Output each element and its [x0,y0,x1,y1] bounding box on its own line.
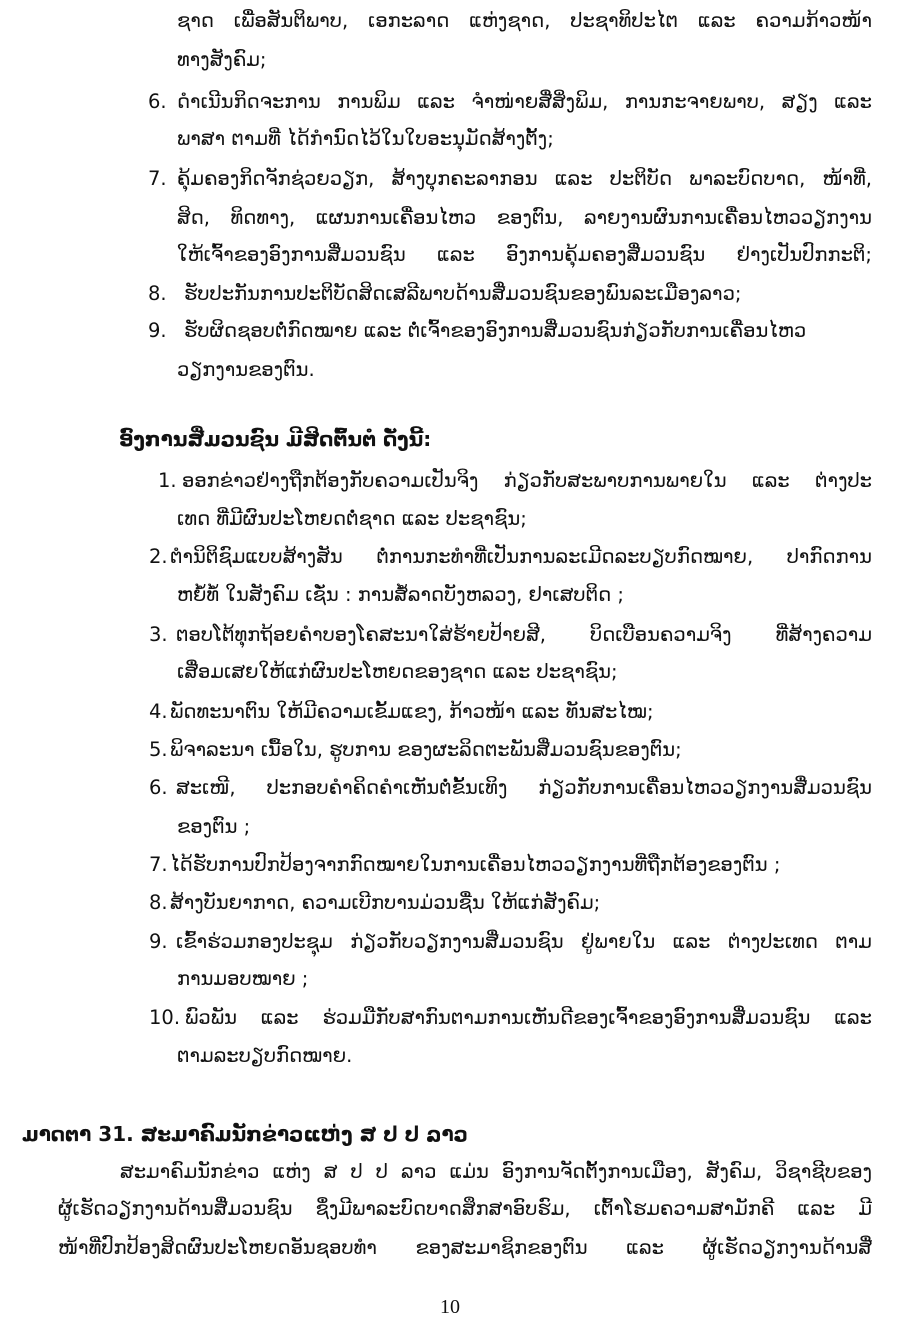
list-item-line: ເສື່ອມເສຍໃຫ້ແກ່ຜົນປະໂຫຍດຂອງຊາດ ແລະ ປະຊາຊົນ; [177,660,618,683]
paragraph-line: ສະມາຄົມນັກຂ່າວ ແຫ່ງ ສ ປ ປ ລາວ ແມ່ນ ອົງການຈັດຕັ້ງການເມືອງ, ສັງຄົມ, ວິຊາຊີບຂອງ [120,1160,872,1183]
section-heading: ອົງການສື່ມວນຊົນ ມີສິດຕົ້ນຕໍ ດັ່ງນີ້: [119,427,432,451]
list-item-number: 3. [149,623,168,646]
list-item-number: 6. [148,90,167,113]
list-item-number: 7. [148,167,167,190]
list-item-line: ເຂົ້າຮ່ວມກອງປະຊຸມ ກ່ຽວກັບວຽກງານສື່ມວນຊົນ ຢູ່ພາຍໃນ ແລະ ຕ່າງປະເທດ ຕາມ [176,930,872,953]
list-item-number: 8. [148,282,167,305]
list-item-number: 6. [149,776,168,799]
list-item-line: ພາສາ ຕາມທີ່ ໄດ້ກຳນົດໄວ້ໃນໃບອະນຸມັດສ້າງຕັ້ງ; [177,127,554,150]
list-item-line: ທາງສັງຄົມ; [177,48,267,71]
list-item-line: ຫຍໍ້ທໍ້ ໃນສັງຄົມ ເຊັ່ນ : ການສໍ້ລາດບັງຫລວງ, ຢາເສບຕິດ ; [177,583,624,606]
paragraph-line: ໜ້າທີ່ປົກປ້ອງສິດຜົນປະໂຫຍດອັນຊອບທຳ ຂອງສະມາຊິກຂອງຕົນ ແລະ ຜູ້ເຮັດວຽກງານດ້ານສື່ [58,1236,872,1259]
list-item-line: ໄດ້ຮັບການປົກປ້ອງຈາກກົດໝາຍໃນການເຄື່ອນໄຫວວຽກງານທີ່ຖືກຕ້ອງຂອງຕົນ ; [170,853,781,876]
list-item-line: ສະເໜີ, ປະກອບຄຳຄິດຄຳເຫັນຕໍ່ຂັ້ນເທິງ ກ່ຽວກັບການເຄື່ອນໄຫວວຽກງານສື່ມວນຊົນ [176,776,872,799]
list-item-line: ດຳເນີນກິດຈະການ ການພິມ ແລະ ຈຳໜ່າຍສື່ສິ່ງພິມ, ການກະຈາຍພາບ, ສຽງ ແລະ [177,90,872,113]
list-item-line: ຕຳນິຕິຊົມແບບສ້າງສັນ ຕໍ່ການກະທຳທີ່ເປັນການລະເມີດລະບຽບກົດໝາຍ, ປາກົດການ [170,545,872,568]
list-item-number: 8. [149,891,168,914]
list-item-line: ຕາມລະບຽບກົດໝາຍ. [177,1044,353,1067]
list-item-number: 9. [149,930,168,953]
list-item-number: 9. [148,319,167,342]
list-item-number: 7. [149,853,168,876]
paragraph-line: ຜູ້ເຮັດວຽກງານດ້ານສື່ມວນຊົນ ຊຶ່ງມີພາລະບົດບາດສຶກສາອົບຮົມ, ເຕົ້າໂຮມຄວາມສາມັກຄີ ແລະ ມີ [58,1197,872,1220]
list-item-line: ຂອງຕົນ ; [177,815,251,838]
list-item-line: ຮັບຜິດຊອບຕໍ່ກົດໝາຍ ແລະ ຕໍ່ເຈົ້າຂອງອົງການສື່ມວນຊົນກ່ຽວກັບການເຄື່ອນໄຫວ [184,319,807,342]
list-item-number: 10. [149,1006,181,1029]
list-item-line: ອອກຂ່າວຢ່າງຖືກຕ້ອງກັບຄວາມເປັນຈິງ ກ່ຽວກັບສະພາບການພາຍໃນ ແລະ ຕ່າງປະ [182,469,872,492]
list-item-number: 4. [149,700,168,723]
list-item-line: ການມອບໝາຍ ; [177,967,309,990]
page-number: 10 [440,1296,460,1318]
list-item-number: 1. [158,469,177,492]
list-item-line: ສ້າງບັນຍາກາດ, ຄວາມເບີກບານມ່ວນຊື່ນ ໃຫ້ແກ່ສັງຄົມ; [170,891,601,914]
list-item-line: ຕອບໂຕ້ທຸກຖ້ອຍຄຳບອງໂຄສະນາໃສ່ຮ້າຍປ້າຍສີ, ບິດເບືອນຄວາມຈິງ ທີ່ສ້າງຄວາມ [176,623,872,646]
list-item-line: ພົວພັນ ແລະ ຮ່ວມມືກັບສາກົນຕາມການເຫັນດີຂອງເຈົ້າຂອງອົງການສື່ມວນຊົນ ແລະ [185,1006,872,1029]
list-item-line: ເທດ ທີ່ມີຜົນປະໂຫຍດຕໍ່ຊາດ ແລະ ປະຊາຊົນ; [177,507,527,530]
list-item-line: ພິຈາລະນາ ເນື້ອໃນ, ຮູບການ ຂອງຜະລິດຕະພັນສື່ມວນຊົນຂອງຕົນ; [170,738,682,761]
list-item-line: ຮັບປະກັນການປະຕິບັດສິດເສລີພາບດ້ານສື່ມວນຊົນຂອງພົນລະເມືອງລາວ; [184,282,742,305]
list-item-number: 5. [149,738,168,761]
list-item-number: 2. [149,545,168,568]
list-item-line: ພັດທະນາຕົນ ໃຫ້ມີຄວາມເຂັ້ມແຂງ, ກ້າວໜ້າ ແລະ ທັນສະໄໝ; [170,700,654,723]
article-heading: ມາດຕາ 31. ສະມາຄົມນັກຂ່າວແຫ່ງ ສ ປ ປ ລາວ [22,1122,468,1146]
list-item-line: ຊາດ ເພື່ອສັນຕິພາບ, ເອກະລາດ ແຫ່ງຊາດ, ປະຊາທິປະໄຕ ແລະ ຄວາມກ້າວໜ້າ [177,9,872,32]
list-item-line: ໃຫ້ເຈົ້າຂອງອົງການສື່ມວນຊົນ ແລະ ອົງການຄຸ້ມຄອງສື່ມວນຊົນ ຢ່າງເປັນປົກກະຕິ; [177,243,872,266]
list-item-line: ຄຸ້ມຄອງກິດຈັກຊ່ວຍວຽກ, ສ້າງບຸກຄະລາກອນ ແລະ ປະຕິບັດ ພາລະບົດບາດ, ໜ້າທີ່, [177,167,872,190]
list-item-line: ສິດ, ທິດທາງ, ແຜນການເຄື່ອນໄຫວ ຂອງຕົນ, ລາຍງານຜົນການເຄື່ອນໄຫວວຽກງານ [177,206,872,229]
list-item-line: ວຽກງານຂອງຕົນ. [177,358,315,381]
